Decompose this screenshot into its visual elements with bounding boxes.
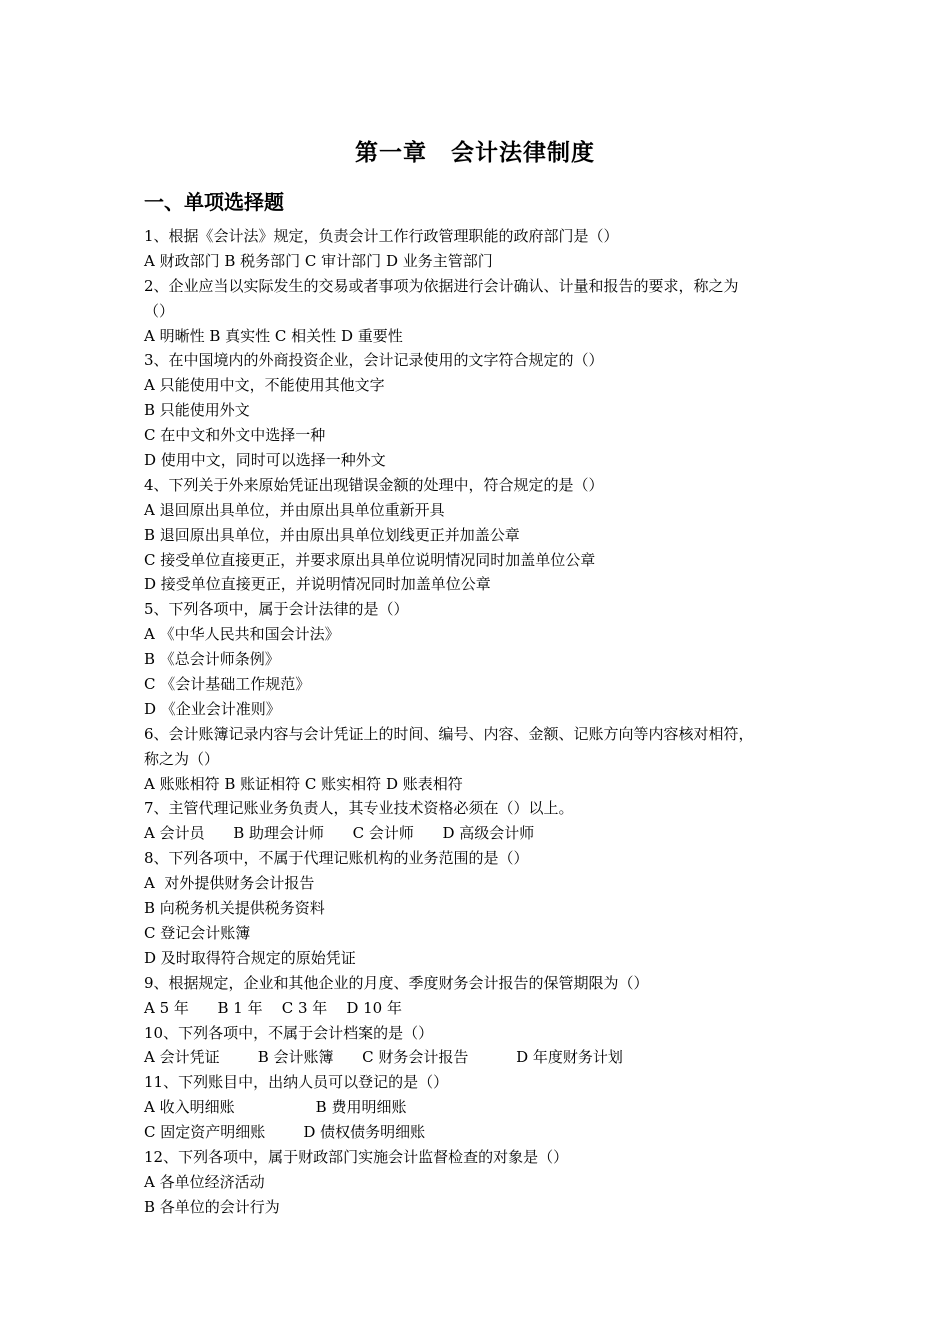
text-line: A 明晰性 B 真实性 C 相关性 D 重要性 (144, 326, 403, 345)
text-line: B 退回原出具单位，并由原出具单位划线更正并加盖公章 (144, 525, 520, 544)
text-line: A 账账相符 B 账证相符 C 账实相符 D 账表相符 (144, 774, 463, 793)
text-line: 5、下列各项中，属于会计法律的是（） (144, 600, 409, 619)
text-line: （） (144, 301, 175, 320)
text-line: C 在中文和外文中选择一种 (144, 426, 326, 445)
text-line: A 5 年 B 1 年 C 3 年 D 10 年 (144, 998, 402, 1017)
text-line: 4、下列关于外来原始凭证出现错误金额的处理中，符合规定的是（） (144, 475, 604, 494)
text-line: D 使用中文，同时可以选择一种外文 (144, 451, 386, 470)
text-line: B 各单位的会计行为 (144, 1197, 280, 1216)
text-line: A 退回原出具单位，并由原出具单位重新开具 (144, 500, 445, 519)
text-line: D 《企业会计准则》 (144, 699, 281, 718)
text-line: A 对外提供财务会计报告 (144, 874, 315, 893)
text-line: A 各单位经济活动 (144, 1172, 265, 1191)
text-line: A 会计员 B 助理会计师 C 会计师 D 高级会计师 (144, 824, 535, 843)
text-line: 称之为（） (144, 749, 220, 768)
text-line: D 及时取得符合规定的原始凭证 (144, 948, 356, 967)
text-line: 3、在中国境内的外商投资企业，会计记录使用的文字符合规定的（） (144, 351, 604, 370)
text-line: A 《中华人民共和国会计法》 (144, 625, 340, 644)
section-title: 一、单项选择题 (144, 190, 284, 214)
text-line: 12、下列各项中，属于财政部门实施会计监督检查的对象是（） (144, 1147, 569, 1166)
text-line: B 向税务机关提供税务资料 (144, 899, 325, 918)
text-line: 7、主管代理记账业务负责人，其专业技术资格必须在（）以上。 (144, 799, 574, 818)
text-line: 6、会计账簿记录内容与会计凭证上的时间、编号、内容、金额、记账方向等内容核对相符， (144, 724, 754, 743)
chapter-title: 第一章 会计法律制度 (355, 139, 595, 166)
text-line: B 只能使用外文 (144, 401, 250, 420)
text-line: B 《总会计师条例》 (144, 650, 280, 669)
text-line: 8、下列各项中，不属于代理记账机构的业务范围的是（） (144, 849, 529, 868)
text-line: 10、下列各项中，不属于会计档案的是（） (144, 1023, 434, 1042)
text-line: C 固定资产明细账 D 债权债务明细账 (144, 1123, 426, 1142)
text-line: 11、下列账目中，出纳人员可以登记的是（） (144, 1073, 449, 1092)
text-line: C 登记会计账簿 (144, 923, 251, 942)
text-line: D 接受单位直接更正，并说明情况同时加盖单位公章 (144, 575, 491, 594)
text-line: A 财政部门 B 税务部门 C 审计部门 D 业务主管部门 (144, 251, 493, 270)
text-line: 9、根据规定，企业和其他企业的月度、季度财务会计报告的保管期限为（） (144, 973, 649, 992)
text-line: A 收入明细账 B 费用明细账 (144, 1098, 407, 1117)
question-list (144, 224, 824, 1220)
text-line: C 《会计基础工作规范》 (144, 675, 311, 694)
text-line: C 接受单位直接更正，并要求原出具单位说明情况同时加盖单位公章 (144, 550, 596, 569)
text-line: A 会计凭证 B 会计账簿 C 财务会计报告 D 年度财务计划 (144, 1048, 623, 1067)
text-line: 2、企业应当以实际发生的交易或者事项为依据进行会计确认、计量和报告的要求，称之为 (144, 276, 739, 295)
text-line: 1、根据《会计法》规定，负责会计工作行政管理职能的政府部门是（） (144, 227, 619, 245)
text-line: A 只能使用中文，不能使用其他文字 (144, 376, 385, 395)
